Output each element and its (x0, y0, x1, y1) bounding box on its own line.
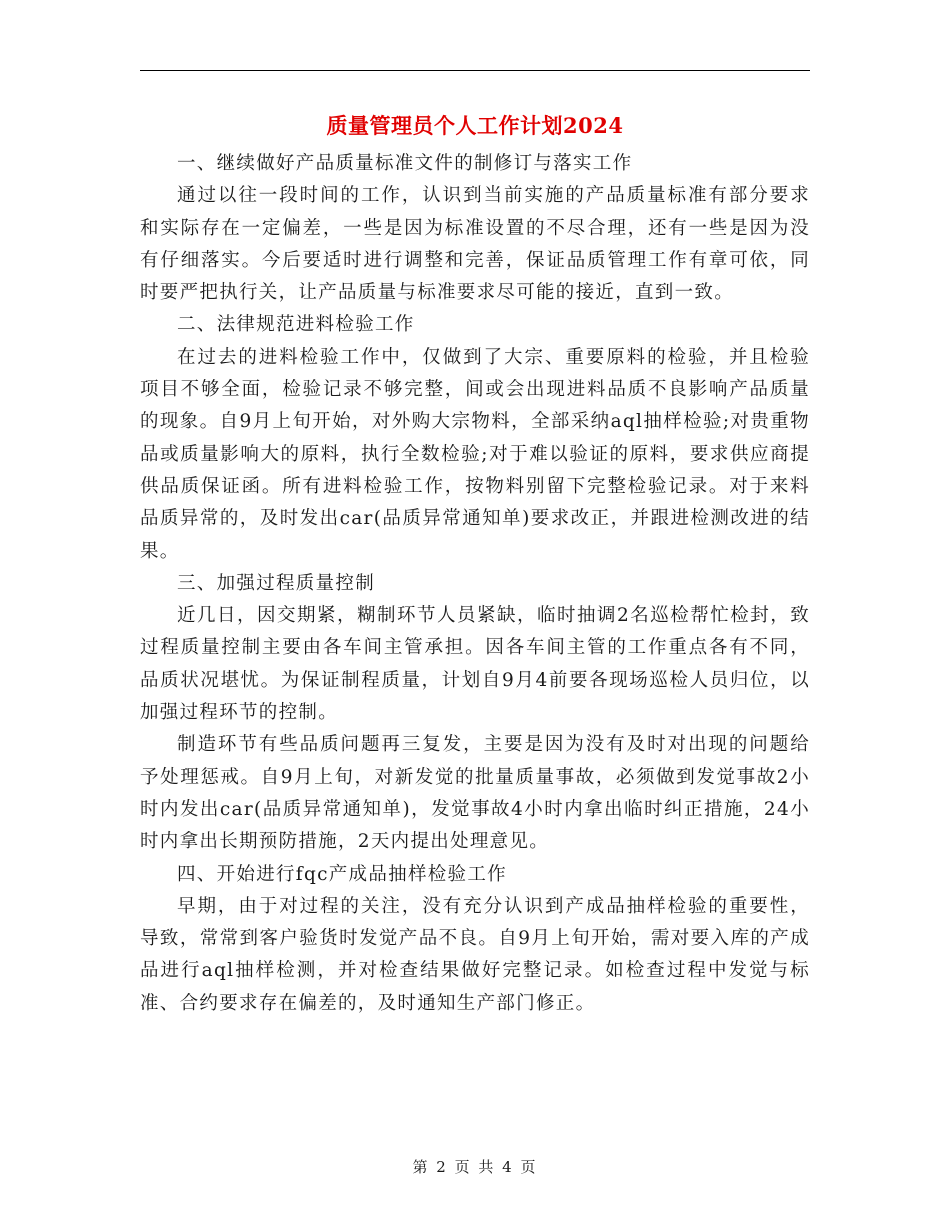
section-heading-3: 三、加强过程质量控制 (177, 572, 376, 594)
section-heading-2: 二、法律规范进料检验工作 (177, 314, 415, 336)
paragraph-1: 通过以往一段时间的工作，认识到当前实施的产品质量标准有部分要求和实际存在一定偏差，一些是因为标准设置的不尽合理，还有一些是因为没有仔细落实。今后要适时进行调整和完善，保证品质管理工作有章可依，同时要严把执行关，让产品质量与标准要求尽可能的接近，直到一致。 (140, 185, 810, 304)
header-rule (140, 70, 810, 71)
page-number: 第 2 页 共 4 页 (412, 1158, 538, 1176)
paragraph-2: 在过去的进料检验工作中，仅做到了大宗、重要原料的检验，并且检验项目不够全面，检验记录不够完整，间或会出现进料品质不良影响产品质量的现象。自9月上旬开始，对外购大宗物料，全部采纳aql抽样检验;对贵重物品或质量影响大的原料，执行全数检验;对于难以验证的原料，要求供应商提供品质保证函。所有进料检验工作，按物料别留下完整检验记录。对于来料品质异常的，及时发出car(品质异常通知单)要求改正，并跟进检测改进的结果。 (140, 346, 810, 562)
section-heading-4: 四、开始进行fqc产成品抽样检验工作 (177, 863, 507, 885)
paragraph-3: 近几日，因交期紧，糊制环节人员紧缺，临时抽调2名巡检帮忙检封，致过程质量控制主要由各车间主管承担。因各车间主管的工作重点各有不同，品质状况堪忧。为保证制程质量，计划自9月4前要各现场巡检人员归位，以加强过程环节的控制。 (140, 605, 810, 724)
paragraph-5: 早期，由于对过程的关注，没有充分认识到产成品抽样检验的重要性，导致，常常到客户验货时发觉产品不良。自9月上旬开始，需对要入库的产成品进行aql抽样检测，并对检查结果做好完整记录。如检查过程中发觉与标准、合约要求存在偏差的，及时通知生产部门修正。 (140, 895, 810, 1014)
paragraph-4: 制造环节有些品质问题再三复发，主要是因为没有及时对出现的问题给予处理惩戒。自9月上旬，对新发觉的批量质量事故，必须做到发觉事故2小时内发出car(品质异常通知单)，发觉事故4小时内拿出临时纠正措施，24小时内拿出长期预防措施，2天内提出处理意见。 (140, 734, 810, 853)
document-title: 质量管理员个人工作计划2024 (326, 113, 624, 138)
document-body (140, 148, 810, 1020)
section-heading-1: 一、继续做好产品质量标准文件的制修订与落实工作 (177, 153, 633, 174)
